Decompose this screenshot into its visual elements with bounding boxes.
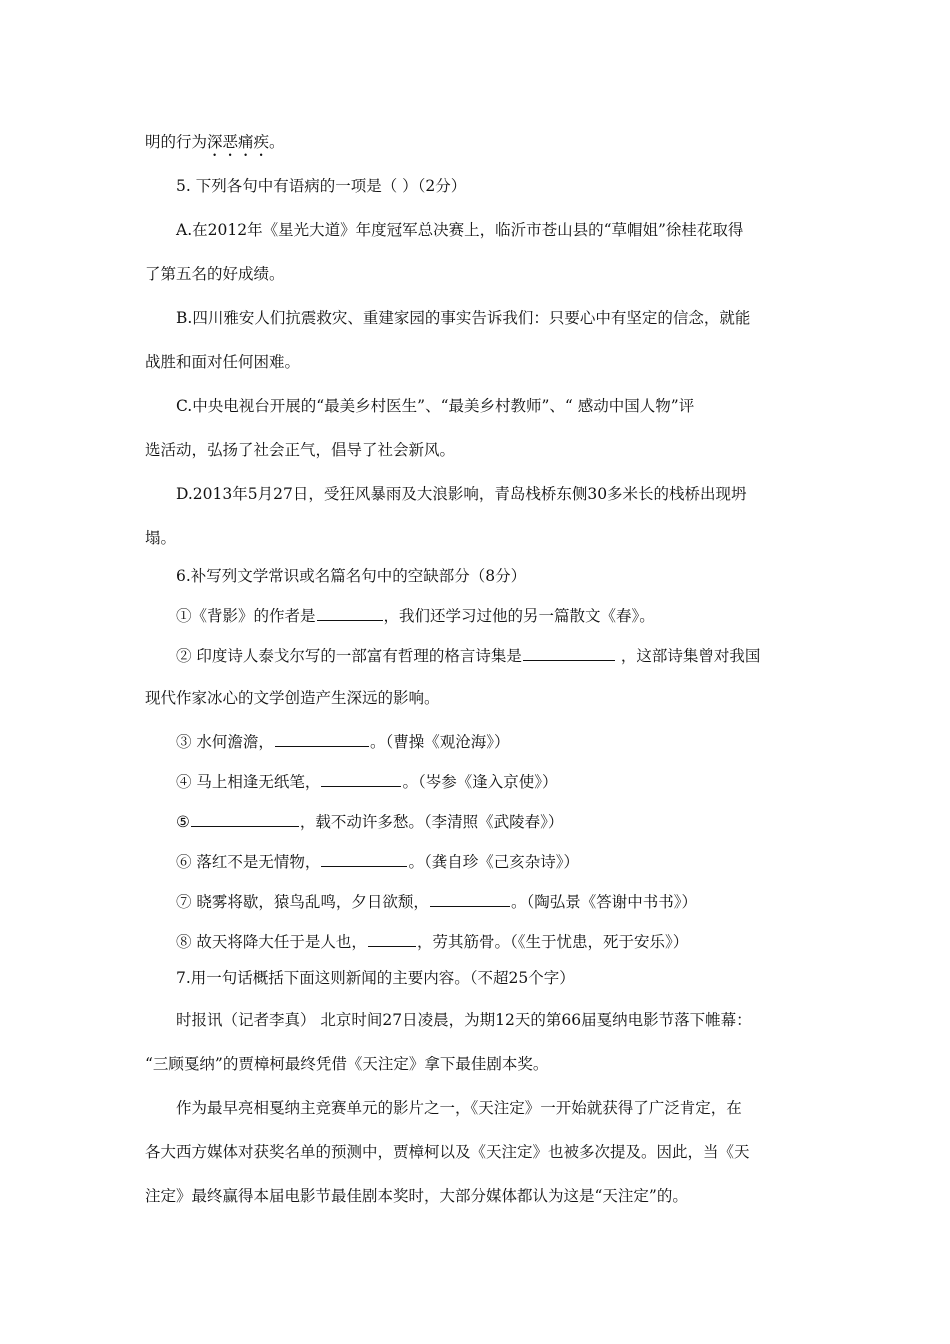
answer-blank[interactable] bbox=[368, 930, 416, 947]
answer-blank[interactable] bbox=[321, 850, 407, 867]
emphasized-phrase: 深恶痛疾 bbox=[207, 133, 270, 151]
answer-blank[interactable] bbox=[430, 890, 510, 907]
option-b-line-2: 战胜和面对任何困难。 bbox=[145, 353, 301, 371]
option-a-line-2: 了第五名的好成绩。 bbox=[145, 265, 285, 283]
fill-item-3: ③ 水何澹澹， 。（曹操《观沧海》） bbox=[0, 730, 950, 752]
news-paragraph-2-line-3: 注定》最终赢得本届电影节最佳剧本奖时，大部分媒体都认为这是“天注定”的。 bbox=[145, 1187, 688, 1205]
fill-item-1: ①《背影》的作者是 ，我们还学习过他的另一篇散文《春》。 bbox=[0, 604, 950, 626]
option-a-line-1: A.在2012年《星光大道》年度冠军总决赛上，临沂市苍山县的“草帽姐”徐桂花取得 bbox=[176, 221, 744, 239]
text-line: 明的行为深恶痛疾。 bbox=[145, 133, 285, 151]
fill-item-7: ⑦ 晓雾将歇，猿鸟乱鸣，夕日欲颓， 。（陶弘景《答谢中书书》） bbox=[0, 890, 950, 912]
news-paragraph-2-line-2: 各大西方媒体对获奖名单的预测中，贾樟柯以及《天注定》也被多次提及。因此，当《天 bbox=[145, 1143, 750, 1161]
fill-item-8: ⑧ 故天将降大任于是人也， ，劳其筋骨。（《生于忧患，死于安乐》） bbox=[0, 930, 950, 952]
fill-item-4: ④ 马上相逢无纸笔， 。（岑参《逢入京使》） bbox=[0, 770, 950, 792]
fill-item-2-cont: 现代作家冰心的文学创造产生深远的影响。 bbox=[145, 689, 440, 707]
fill-item-6: ⑥ 落红不是无情物， 。（龚自珍《己亥杂诗》） bbox=[0, 850, 950, 872]
news-paragraph-2-line-1: 作为最早亮相戛纳主竞赛单元的影片之一，《天注定》一开始就获得了广泛肯定，在 bbox=[176, 1099, 742, 1117]
option-d-line-1: D.2013年5月27日，受狂风暴雨及大浪影响，青岛栈桥东侧30多米长的栈桥出现坍 bbox=[176, 485, 747, 503]
fill-item-5: ⑤ ，载不动许多愁。（李清照《武陵春》） bbox=[0, 810, 950, 832]
question-5-heading: 5. 下列各句中有语病的一项是（ ）（2分） bbox=[176, 177, 467, 195]
option-c-line-1: C.中央电视台开展的“最美乡村医生”、“最美乡村教师”、“ 感动中国人物”评 bbox=[176, 397, 695, 415]
fill-item-2: ② 印度诗人泰戈尔写的一部富有哲理的格言诗集是 ，这部诗集曾对我国 bbox=[0, 644, 950, 666]
answer-blank[interactable] bbox=[317, 604, 383, 621]
option-c-line-2: 选活动，弘扬了社会正气，倡导了社会新风。 bbox=[145, 441, 456, 459]
news-paragraph-1-line-2: “三顾戛纳”的贾樟柯最终凭借《天注定》拿下最佳剧本奖。 bbox=[145, 1055, 549, 1073]
option-b-line-1: B.四川雅安人们抗震救灾、重建家园的事实告诉我们：只要心中有坚定的信念，就能 bbox=[176, 309, 751, 327]
answer-blank[interactable] bbox=[321, 770, 401, 787]
answer-blank[interactable] bbox=[523, 644, 615, 661]
news-paragraph-1-line-1: 时报讯（记者李真） 北京时间27日凌晨，为期12天的第66届戛纳电影节落下帷幕： bbox=[176, 1011, 752, 1029]
answer-blank[interactable] bbox=[275, 730, 369, 747]
question-7-heading: 7.用一句话概括下面这则新闻的主要内容。（不超25个字） bbox=[176, 969, 575, 987]
option-d-line-2: 塌。 bbox=[145, 529, 177, 547]
question-6-heading: 6.补写列文学常识或名篇名句中的空缺部分（8分） bbox=[176, 567, 527, 585]
answer-blank[interactable] bbox=[191, 810, 299, 827]
